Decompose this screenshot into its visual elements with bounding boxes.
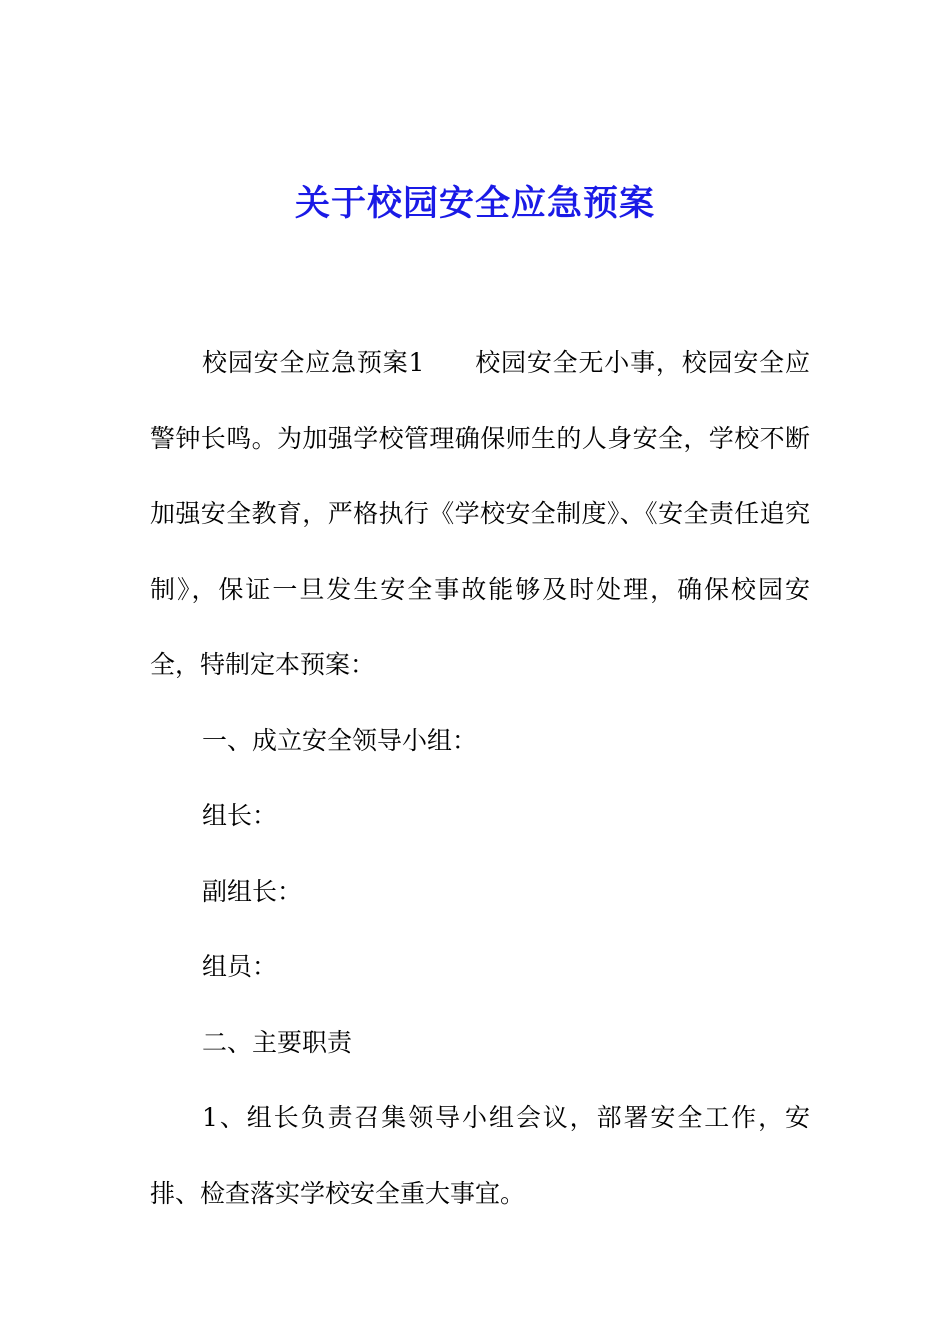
intro-paragraph xyxy=(150,325,810,703)
deputy-leader-line: 副组长： xyxy=(202,876,303,906)
plan-heading: 校园安全应急预案1 xyxy=(202,348,425,377)
document-body xyxy=(150,325,810,1231)
section-heading-1: 一、成立安全领导小组： xyxy=(202,725,478,755)
leader-line: 组长： xyxy=(202,801,278,830)
duty-paragraph-1: 1、组长负责召集领导小组会议，部署安全工作，安排、检查落实学校安全重大事宜。 xyxy=(150,1103,810,1208)
members-line: 组员： xyxy=(202,952,278,981)
intro-text: 校园安全无小事，校园安全应警钟长鸣。为加强学校管理确保师生的人身安全，学校不断加强安全教育，严格执行《学校安全制度》、《安全责任追究制》，保证一旦发生安全事故能够及时处理，确保校园安全，特制定本预案： xyxy=(150,348,810,679)
document-title: 关于校园安全应急预案 xyxy=(294,184,655,224)
section-heading-2: 二、主要职责 xyxy=(202,1027,353,1057)
